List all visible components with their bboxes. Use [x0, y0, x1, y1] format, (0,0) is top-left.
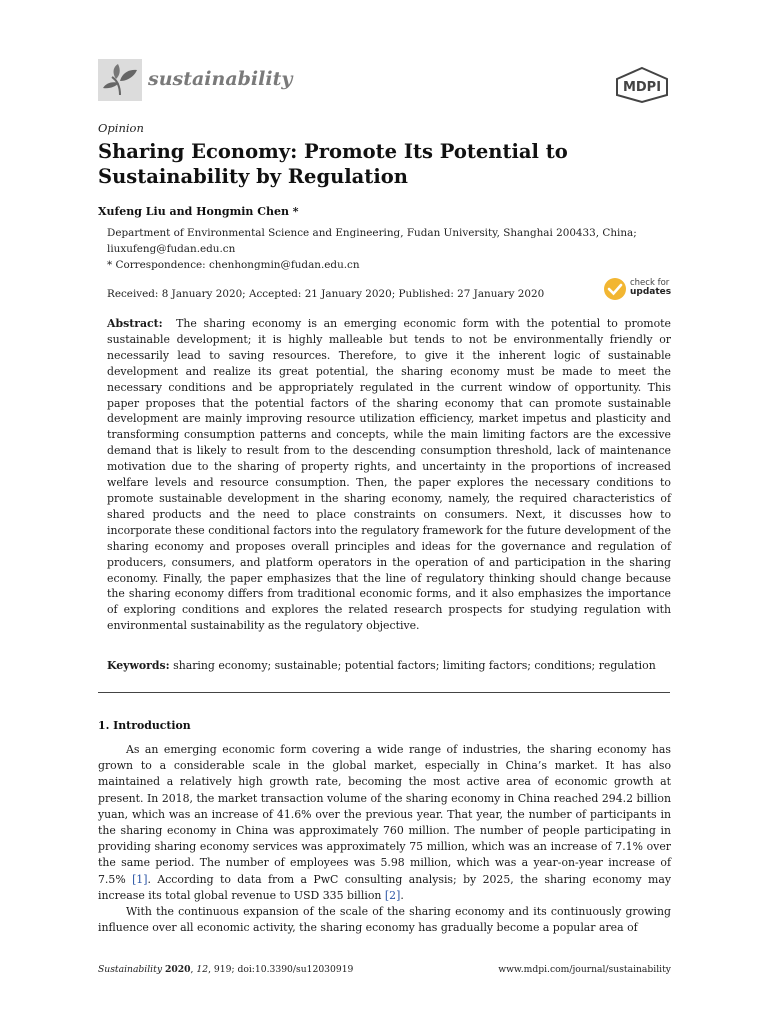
check-icon	[603, 277, 627, 301]
article-title: Sharing Economy: Promote Its Potential to Sustainability by Regulation	[98, 140, 568, 188]
publication-dates: Received: 8 January 2020; Accepted: 21 January 2020; Published: 27 January 2020	[107, 288, 545, 300]
paragraph-text: As an emerging economic form covering a wide range of industries, the sharing economy has grown to a considerable scale in the global market, especially in China’s market. It has also maintained a relatively high growth rate, becoming the most active area of economic growth at present. In 2018, the market transaction volume of the sharing economy in China reached 294.2 billion yuan, which was an increase of 41.6% over the previous year. That year, the number of participants in the sharing economy in China was approximately 760 million. The number of people participating in providing sharing economy services was approximately 75 million, which was an increase of 7.1% over the same period. The number of employees was 5.98 million, which was a year-on-year increase of 7.5%	[98, 743, 671, 886]
journal-name: sustainability	[148, 68, 293, 90]
divider	[98, 692, 670, 693]
footer-year: 2020	[164, 964, 191, 975]
footer-journal: Sustainability	[98, 964, 163, 975]
footer-volume: 12	[196, 964, 209, 975]
check-for-updates-badge[interactable]	[603, 277, 673, 301]
authors: Xufeng Liu and Hongmin Chen *	[98, 205, 299, 218]
affiliation	[107, 225, 672, 273]
correspondence: * Correspondence: chenhongmin@fudan.edu.cn	[107, 259, 360, 271]
article-type: Opinion	[98, 121, 144, 135]
affiliation-email: liuxufeng@fudan.edu.cn	[107, 243, 236, 255]
footer-citation: Sustainability 2020, 12, 919; doi:10.3390/su12030919	[98, 964, 354, 975]
mdpi-logo-text: MDPI	[622, 80, 662, 95]
paragraph: With the continuous expansion of the scale of the sharing economy and its continuously growing influence over all economic activity, the sharing economy has gradually become a popular area of	[98, 905, 671, 935]
citation-link[interactable]: [2]	[384, 888, 401, 902]
citation-link[interactable]: [1]	[132, 872, 148, 886]
mdpi-logo	[614, 66, 670, 104]
paragraph-text: . According to data from a PwC consulting analysis; by 2025, the sharing economy may increase its total global revenue to USD 335 billion	[98, 872, 672, 902]
paragraph-text: .	[400, 888, 404, 902]
updates-label: updates	[630, 287, 672, 297]
abstract-label: Abstract:	[107, 317, 163, 330]
footer-doi: , 919; doi:10.3390/su12030919	[208, 964, 354, 975]
body-text	[98, 742, 671, 936]
check-for-label: check for	[630, 278, 670, 288]
leaf-icon	[98, 59, 142, 101]
section-heading: 1. Introduction	[98, 719, 191, 732]
keywords-label: Keywords:	[107, 659, 170, 672]
check-for-updates-text	[630, 279, 671, 297]
abstract	[107, 316, 671, 634]
footer-url[interactable]: www.mdpi.com/journal/sustainability	[498, 964, 671, 975]
keywords	[107, 658, 671, 674]
abstract-text: The sharing economy is an emerging economic form with the potential to promote sustainable development; it is highly malleable but tends to not be environmentally friendly or necessarily lead to saving resources. Therefore, to give it the inherent logic of sustainable development and realize its great potential, the sharing economy must be made to meet the necessary conditions and be appropriately regulated in the current window of opportunity. This paper proposes that the potential factors of the sharing economy that can promote sustainable development are mainly improving resource utilization efficiency, market impetus and plasticity and transforming consumption patterns and concepts, while the main limiting factors are the excessive demand that is likely to result from to the descending consumption threshold, lack of maintenance motivation due to the sharing of property rights, and uncertainty in the proportions of increased welfare levels and resource consumption. Then, the paper explores the necessary conditions to promote sustainable development in the sharing economy, namely, the required characteristics of shared products and the need to place constraints on consumers. Next, it discusses how to incorporate these conditional factors into the regulatory framework for the future development of the sharing economy and proposes overall principles and ideas for the governance and regulation of producers, consumers, and platform operators in the operation of and participation in the sharing economy. Finally, the paper emphasizes that the line of regulatory thinking should change because the sharing economy differs from traditional economic forms, and it also emphasizes the importance of exploring conditions and explores the related research prospects for studying regulation with environmental sustainability as the regulatory objective.	[107, 317, 671, 633]
keywords-text: sharing economy; sustainable; potential factors; limiting factors; conditions; regulation	[173, 659, 656, 672]
journal-logo	[98, 59, 142, 101]
affiliation-line: Department of Environmental Science and Engineering, Fudan University, Shanghai 200433, China;	[107, 227, 637, 239]
paragraph	[98, 742, 671, 904]
